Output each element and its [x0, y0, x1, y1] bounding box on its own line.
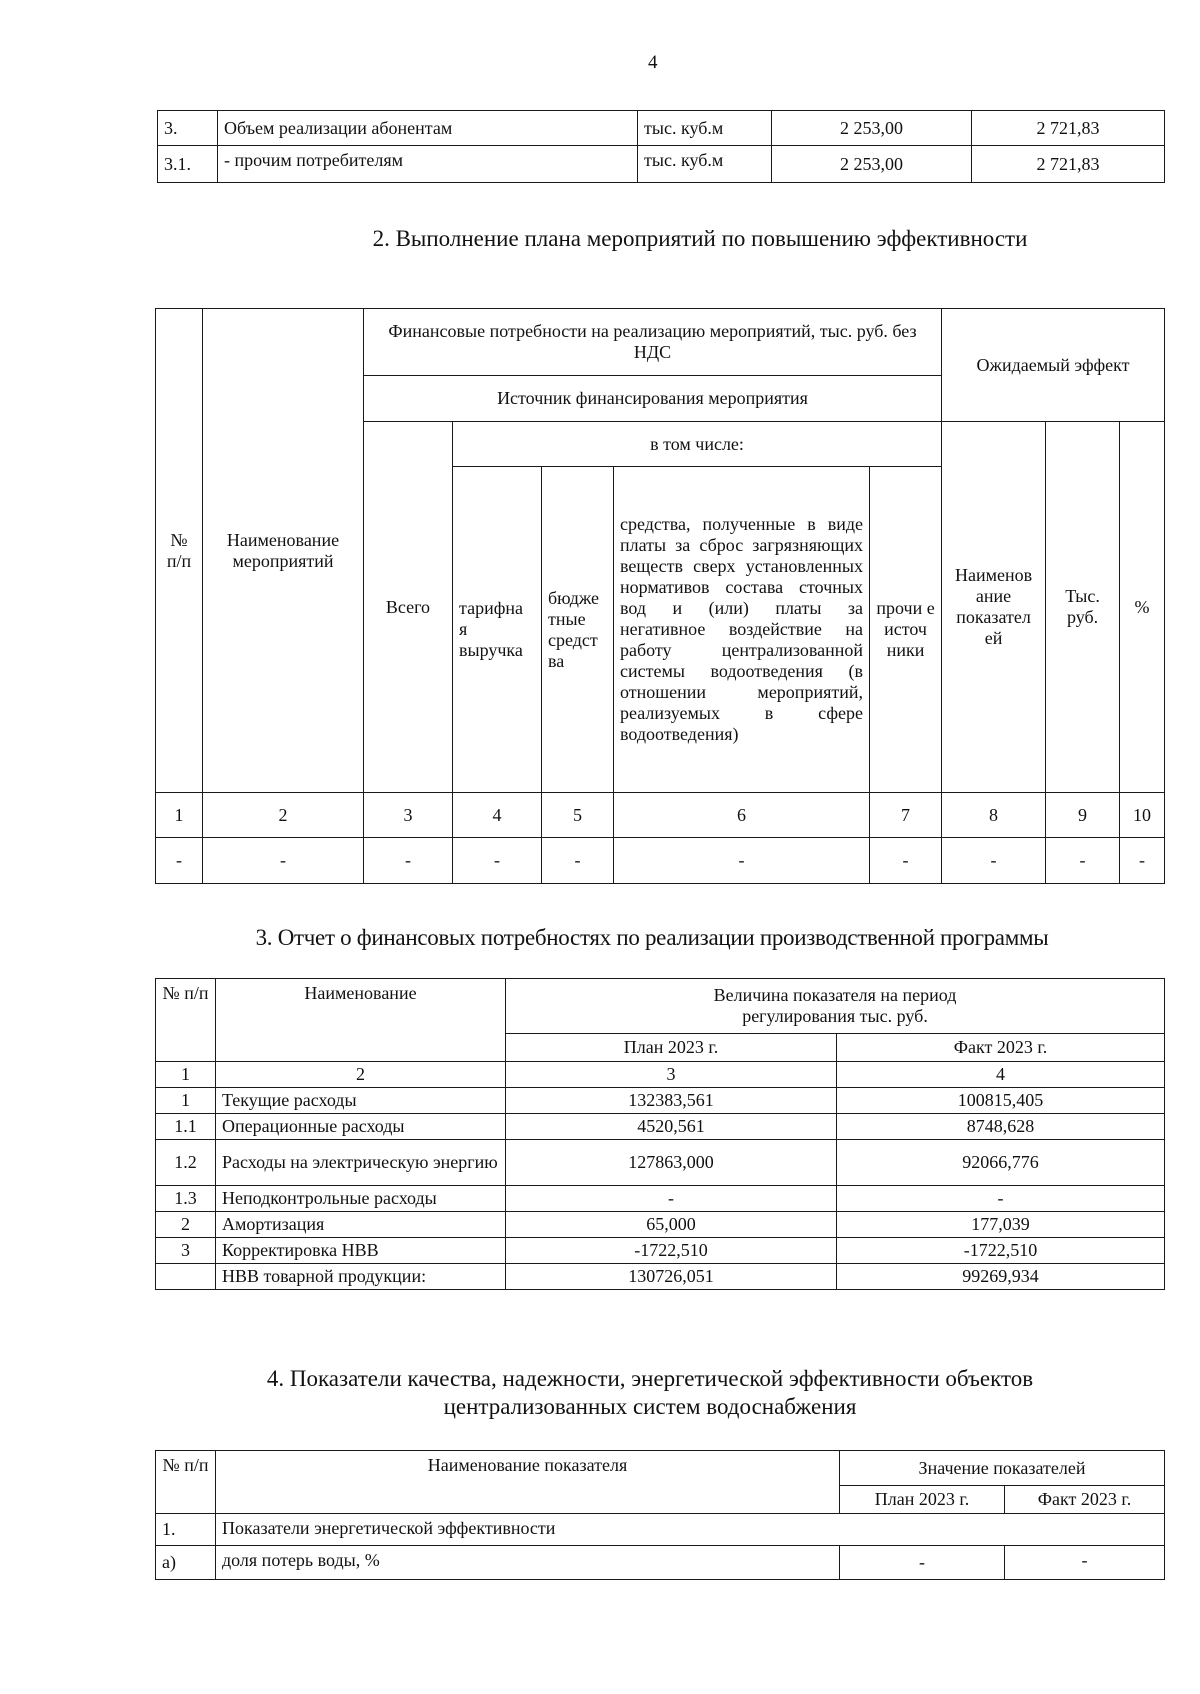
header-plan: План 2023 г.	[506, 1034, 837, 1062]
table-row	[158, 111, 1165, 146]
row-name: Текущие расходы	[216, 1088, 506, 1114]
row-fact: -1722,510	[837, 1238, 1165, 1264]
cell-value: -	[364, 838, 453, 884]
row-plan: 65,000	[506, 1212, 837, 1238]
header-including: в том числе:	[453, 422, 942, 467]
header-plan: План 2023 г.	[840, 1486, 1005, 1514]
row-fact: -	[1005, 1546, 1165, 1580]
cell-value: -	[203, 838, 364, 884]
row-plan: 2 253,00	[772, 111, 972, 146]
row-plan: 132383,561	[506, 1088, 837, 1114]
row-fact: 2 721,83	[972, 111, 1165, 146]
row-plan: 2 253,00	[772, 146, 972, 183]
table-row	[156, 1514, 1165, 1546]
row-number: 3	[156, 1238, 216, 1264]
col-number: 1	[156, 793, 203, 838]
row-number: 1.2	[156, 1140, 216, 1186]
header-value: Значение показателей	[840, 1451, 1165, 1486]
row-name: Амортизация	[216, 1212, 506, 1238]
header-fact: Факт 2023 г.	[837, 1034, 1165, 1062]
row-fact: 100815,405	[837, 1088, 1165, 1114]
row-name: Корректировка НВВ	[216, 1238, 506, 1264]
cell-value: -	[542, 838, 614, 884]
header-name: Наименование показателя	[216, 1451, 840, 1514]
row-number: 3.1.	[158, 146, 218, 183]
cell-value: -	[1120, 838, 1165, 884]
col-number: 10	[1120, 793, 1165, 838]
measures-table	[155, 308, 1165, 884]
header-name: Наименование	[216, 979, 506, 1062]
table-row	[156, 1546, 1165, 1580]
row-fact: 99269,934	[837, 1264, 1165, 1290]
col-number: 7	[870, 793, 942, 838]
header-percent: %	[1120, 422, 1165, 793]
header-other: прочи е источ ники	[870, 467, 942, 793]
header-source: Источник финансирования мероприятия	[364, 376, 942, 422]
row-unit: тыс. куб.м	[638, 146, 772, 183]
row-plan: 127863,000	[506, 1140, 837, 1186]
financial-table	[155, 978, 1165, 1290]
table-row	[156, 1140, 1165, 1186]
col-number: 2	[216, 1062, 506, 1088]
table-row	[156, 1212, 1165, 1238]
table-row-total	[156, 1264, 1165, 1290]
cell-value: -	[870, 838, 942, 884]
col-number: 8	[942, 793, 1046, 838]
row-name: Показатели энергетической эффективности	[216, 1514, 1165, 1546]
row-name: Операционные расходы	[216, 1114, 506, 1140]
quality-table	[155, 1450, 1165, 1580]
row-name: доля потерь воды, %	[216, 1546, 840, 1580]
row-name: Расходы на электрическую энергию	[216, 1140, 506, 1186]
row-number: 1.1	[156, 1114, 216, 1140]
header-num: № п/п	[156, 979, 216, 1062]
row-plan: 130726,051	[506, 1264, 837, 1290]
section-4-title-line1: 4. Показатели качества, надежности, энергетической эффективности объектов	[266, 1366, 1034, 1391]
col-number: 3	[506, 1062, 837, 1088]
cell-value: -	[453, 838, 542, 884]
section-4-title-line2: централизованных систем водоснабжения	[443, 1394, 857, 1419]
header-effect: Ожидаемый эффект	[942, 309, 1165, 422]
row-plan: -	[840, 1546, 1005, 1580]
col-number: 6	[614, 793, 870, 838]
table-row	[156, 1088, 1165, 1114]
header-value: Величина показателя на период регулирования тыс. руб.	[506, 979, 1165, 1034]
header-thousand: Тыс. руб.	[1046, 422, 1120, 793]
header-total: Всего	[364, 422, 453, 793]
row-number: 1.3	[156, 1186, 216, 1212]
row-name: Объем реализации абонентам	[218, 111, 638, 146]
col-number: 4	[453, 793, 542, 838]
row-fact: 92066,776	[837, 1140, 1165, 1186]
header-fees: средства, полученные в виде платы за сброс загрязняющих веществ сверх установленных нормативов состава сточных вод и (или) платы за негативное воздействие на работу централизованной системы водоотведения (в отношении мероприятий, реализуемых в сфере водоотведения)	[614, 467, 870, 793]
row-number: а)	[156, 1546, 216, 1580]
row-name: НВВ товарной продукции:	[216, 1264, 506, 1290]
col-number: 9	[1046, 793, 1120, 838]
row-plan: -	[506, 1186, 837, 1212]
header-indicator: Наименов ание показател ей	[942, 422, 1046, 793]
header-budget: бюдже тные средст ва	[542, 467, 614, 793]
row-unit: тыс. куб.м	[638, 111, 772, 146]
volume-table	[157, 110, 1165, 183]
table-row	[158, 146, 1165, 183]
header-num: № п/п	[156, 1451, 216, 1514]
table-row	[156, 1186, 1165, 1212]
row-name: - прочим потребителям	[218, 146, 638, 183]
row-number	[156, 1264, 216, 1290]
row-number: 1	[156, 1088, 216, 1114]
row-fact: 2 721,83	[972, 146, 1165, 183]
row-name: Неподконтрольные расходы	[216, 1186, 506, 1212]
table-row	[156, 1114, 1165, 1140]
col-number: 2	[203, 793, 364, 838]
row-fact: -	[837, 1186, 1165, 1212]
col-number: 3	[364, 793, 453, 838]
cell-value: -	[614, 838, 870, 884]
row-number: 3.	[158, 111, 218, 146]
header-name: Наименование мероприятий	[203, 309, 364, 793]
header-fact: Факт 2023 г.	[1005, 1486, 1165, 1514]
table-row	[156, 1238, 1165, 1264]
cell-value: -	[156, 838, 203, 884]
column-number-row	[156, 793, 1165, 838]
row-number: 2	[156, 1212, 216, 1238]
page-number: 4	[648, 52, 658, 73]
row-fact: 8748,628	[837, 1114, 1165, 1140]
col-number: 1	[156, 1062, 216, 1088]
row-plan: -1722,510	[506, 1238, 837, 1264]
column-number-row	[156, 1062, 1165, 1088]
row-fact: 177,039	[837, 1212, 1165, 1238]
header-financial: Финансовые потребности на реализацию мероприятий, тыс. руб. без НДС	[364, 309, 942, 376]
section-3-title: 3. Отчет о финансовых потребностях по реализации производственной программы	[255, 925, 1049, 950]
cell-value: -	[1046, 838, 1120, 884]
col-number: 4	[837, 1062, 1165, 1088]
table-row	[156, 838, 1165, 884]
cell-value: -	[942, 838, 1046, 884]
col-number: 5	[542, 793, 614, 838]
row-plan: 4520,561	[506, 1114, 837, 1140]
section-2-title: 2. Выполнение плана мероприятий по повышению эффективности	[372, 226, 1028, 251]
row-number: 1.	[156, 1514, 216, 1546]
header-tariff: тарифна я выручка	[453, 467, 542, 793]
header-num: № п/п	[156, 309, 203, 793]
